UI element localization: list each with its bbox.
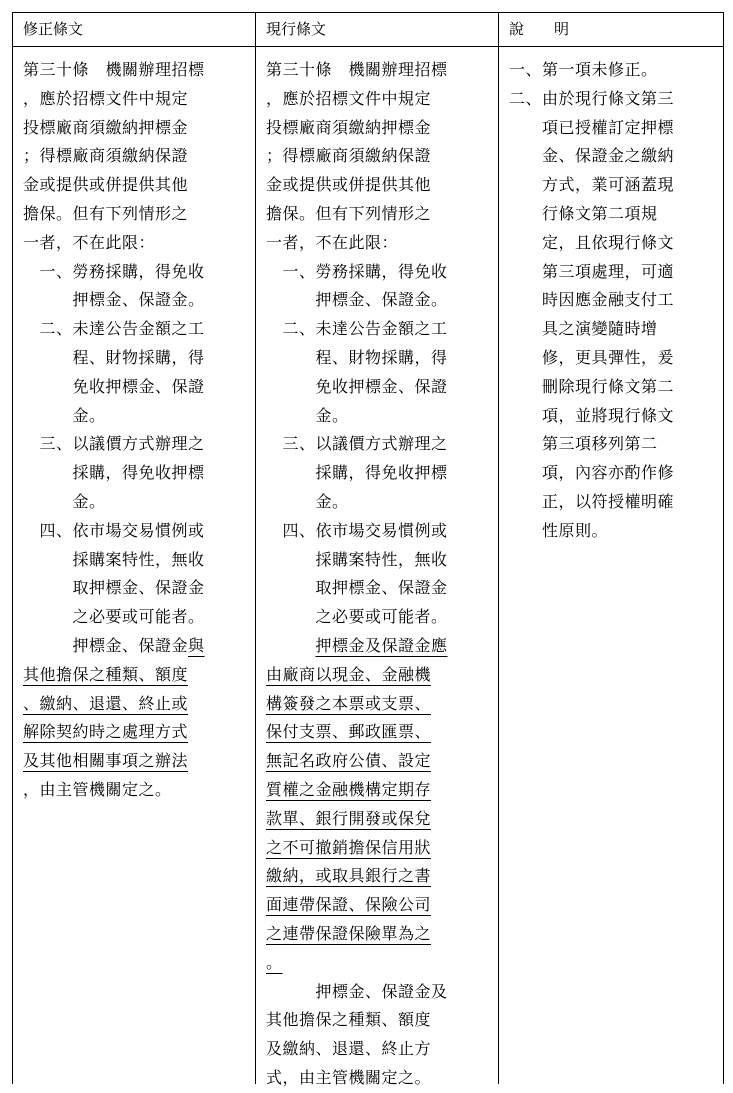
text-line: 刪除現行條文第二 <box>509 376 675 396</box>
text-line: 金、保證金之繳納 <box>509 146 675 166</box>
text-line: 項，內容亦酌作修 <box>509 463 675 483</box>
text-line: 免收押標金、保證 <box>266 376 448 396</box>
text-line: 金。 <box>266 491 349 511</box>
text-line: 性原則。 <box>509 520 609 540</box>
text-line: 金。 <box>23 491 106 511</box>
text-line: 採購案特性，無收 <box>23 549 205 569</box>
text-line: 採購，得免收押標 <box>23 463 205 483</box>
text-line: 金。 <box>23 405 106 425</box>
text-line: 無記名政府公債、設定 <box>266 751 432 771</box>
text-line: 款單、銀行開發或保兌 <box>266 808 432 828</box>
text-line: 金或提供或併提供其他 <box>23 175 189 195</box>
text-line: 擔保。但有下列情形之 <box>266 203 432 223</box>
text-line: 押標金、保證金。 <box>266 290 448 310</box>
text-line: 及其他相關事項之辦法 <box>23 751 189 771</box>
text-line: 第三項處理，可適 <box>509 261 675 281</box>
table-header-row <box>13 13 723 47</box>
current-text-column <box>266 56 498 1093</box>
text-line: 押標金、保證金。 <box>23 290 205 310</box>
text-line: 之不可撤銷擔保信用狀 <box>266 837 432 857</box>
text-line: 第三項移列第二 <box>509 434 658 454</box>
amended-text-column <box>23 56 251 805</box>
text-line: 解除契約時之處理方式 <box>23 722 189 742</box>
header-current-text: 現行條文 <box>266 20 327 38</box>
text-line: 修，更具彈性，爰 <box>509 347 675 367</box>
text-line: 定，且依現行條文 <box>509 232 675 252</box>
text-line: 保付支票、郵政匯票、 <box>266 722 432 742</box>
text-line: 之必要或可能者。 <box>266 607 448 627</box>
text-line: 二、由於現行條文第三 <box>509 88 675 108</box>
text-line: 程、財物採購，得 <box>23 347 205 367</box>
text-line: ，應於招標文件中規定 <box>266 88 432 108</box>
text-line: 繳納，或取具銀行之書 <box>266 866 432 886</box>
text-line: 二、未達公告金額之工 <box>266 319 448 339</box>
text-line: 採購案特性，無收 <box>266 549 448 569</box>
header-explanation: 說 明 <box>509 20 570 38</box>
text-line: 項，並將現行條文 <box>509 405 675 425</box>
text-line: 一、第一項未修正。 <box>509 60 658 79</box>
column-divider <box>255 13 256 1084</box>
text-line: 其他擔保之種類、額度 <box>266 1010 432 1030</box>
text-line: 一者，不在此限： <box>23 232 156 252</box>
text-line: 第三十條 機關辦理招標 <box>23 60 205 79</box>
text-line: 方式，業可涵蓋現 <box>509 175 675 195</box>
text-line: 押標金、保證金與 <box>23 635 205 655</box>
text-line: 四、依市場交易慣例或 <box>266 520 448 540</box>
text-line: 式，由主管機關定之。 <box>266 1067 432 1087</box>
text-line: ，由主管機關定之。 <box>23 779 172 799</box>
text-line: 金。 <box>266 405 349 425</box>
text-line: 押標金及保證金應 <box>315 635 448 655</box>
text-line: 一者，不在此限： <box>266 232 399 252</box>
text-line: ，應於招標文件中規定 <box>23 88 189 108</box>
text-line: 取押標金、保證金 <box>266 578 448 598</box>
text-line: 質權之金融機構定期存 <box>266 779 432 799</box>
text-line: 具之演變隨時增 <box>509 319 658 339</box>
text-line: 免收押標金、保證 <box>23 376 205 396</box>
text-line: 三、以議價方式辦理之 <box>23 434 205 454</box>
text-line: 四、依市場交易慣例或 <box>23 520 205 540</box>
column-divider <box>498 13 499 1084</box>
text-line: 由廠商以現金、金融機 <box>266 664 432 684</box>
text-line: 擔保。但有下列情形之 <box>23 203 189 223</box>
text-line: 一、勞務採購，得免收 <box>23 261 205 281</box>
text-line: 正，以符授權明確 <box>509 491 675 511</box>
text-line: 、繳納、退還、終止或 <box>23 693 189 713</box>
text-line: 取押標金、保證金 <box>23 578 205 598</box>
text-line: 之必要或可能者。 <box>23 607 205 627</box>
text-line: 投標廠商須繳納押標金 <box>23 117 189 137</box>
comparison-table <box>12 12 724 1087</box>
text-line: 之連帶保證保險單為之 <box>266 923 432 943</box>
text-line: 金或提供或併提供其他 <box>266 175 432 195</box>
text-line: 及繳納、退還、終止方 <box>266 1039 432 1059</box>
text-line: 時因應金融支付工 <box>509 290 675 310</box>
text-line: 其他擔保之種類、額度 <box>23 664 189 684</box>
text-line: 二、未達公告金額之工 <box>23 319 205 339</box>
text-line: 一、勞務採購，得免收 <box>266 261 448 281</box>
header-amended-text: 修正條文 <box>23 20 84 38</box>
text-line: 三、以議價方式辦理之 <box>266 434 448 454</box>
text-line: 行條文第二項規 <box>509 203 658 223</box>
text-line: ；得標廠商須繳納保證 <box>23 146 189 166</box>
text-line: 。 <box>266 952 283 972</box>
explanation-column <box>509 56 715 546</box>
text-line: 項已授權訂定押標 <box>509 117 675 137</box>
text-line: 程、財物採購，得 <box>266 347 448 367</box>
text-line: 押標金、保證金及 <box>266 981 448 1001</box>
text-line: 第三十條 機關辦理招標 <box>266 60 448 79</box>
text-line: 構簽發之本票或支票、 <box>266 693 432 713</box>
text-line: ；得標廠商須繳納保證 <box>266 146 432 166</box>
text-line: 投標廠商須繳納押標金 <box>266 117 432 137</box>
text-line: 面連帶保證、保險公司 <box>266 895 432 915</box>
text-line: 採購，得免收押標 <box>266 463 448 483</box>
